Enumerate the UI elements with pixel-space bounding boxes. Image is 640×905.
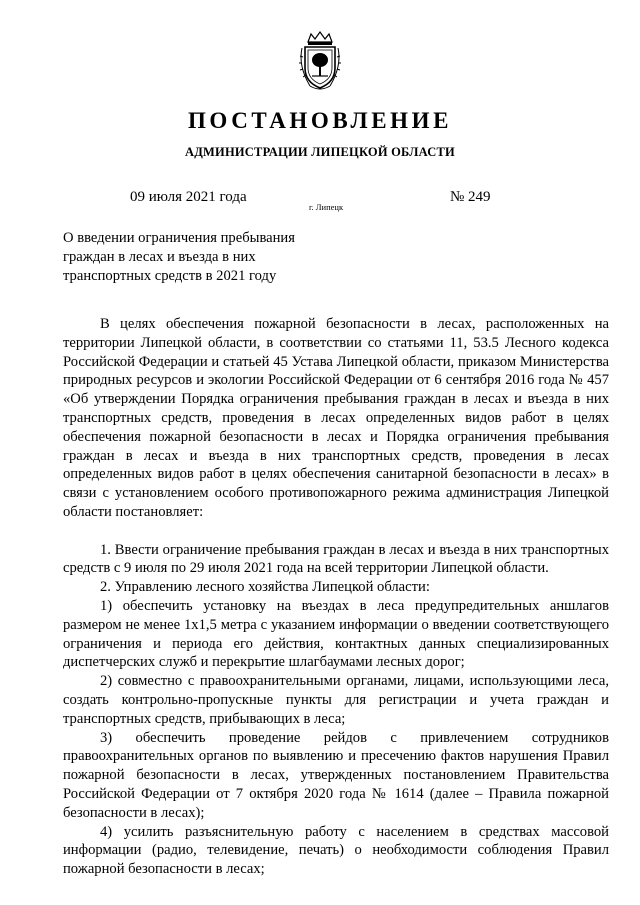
document-date: 09 июля 2021 года [130,189,247,205]
document-authority: АДМИНИСТРАЦИИ ЛИПЕЦКОЙ ОБЛАСТИ [185,145,455,159]
document-city: г. Липецк [309,202,344,212]
document-number: № 249 [450,189,491,205]
body-paragraph: 1) обеспечить установку на въездах в леса предупредительных аншлагов размером не менее 1х1,5 метра с указанием информации о введении соответствующего ограничения и периода его действия, контактных данных специализированных диспетчерских служб и перекрытие шлагбаумами лесных дорог; [63,597,609,671]
body-paragraph: 4) усилить разъяснительную работу с населением в средствах массовой информации (радио, телевидение, печать) о необходимости соблюдения Правил пожарной безопасности в лесах; [63,823,609,878]
subject-line: О введении ограничения пребывания [63,230,295,246]
document-title: ПОСТАНОВЛЕНИЕ [187,108,453,133]
body-paragraph: 3) обеспечить проведение рейдов с привлечением сотрудников правоохранительных органов по выявлению и пресечению фактов нарушения Правил пожарной безопасности в лесах, утвержденных постановлением Правительства Российской Федерации от 7 октября 2020 года № 1614 (далее – Правила пожарной безопасности в лесах); [63,729,609,821]
coat-of-arms-emblem-icon [296,30,344,92]
preamble-paragraph: В целях обеспечения пожарной безопасности в лесах, расположенных на территории Липецкой области, в соответствии со статьями 11, 53.5 Лесного кодекса Российской Федерации и статьей 45 Устава Липецкой области, приказом Министерства природных ресурсов и экологии Российской Федерации от 6 сентября 2016 года № 457 «Об утверждении Порядка ограничения пребывания граждан в лесах и въезда в них транспортных средств, проведения в лесах определенных видов работ в целях обеспечения пожарной безопасности в лесах и Порядка ограничения пребывания граждан в лесах и въезда в них транспортных средств, проведения в лесах определенных видов работ в целях обеспечения санитарной безопасности в лесах» в связи с установлением особого противопожарного режима администрация Липецкой области постановляет: [63,316,609,520]
body-paragraph: 1. Ввести ограничение пребывания граждан в лесах и въезда в них транспортных средств с 9 июля по 29 июля 2021 года на всей территории Липецкой области. [63,541,609,577]
body-paragraph: 2) совместно с правоохранительными органами, лицами, использующими леса, создать контрольно-пропускные пункты для регистрации и учета граждан и транспортных средств, прибывающих в леса; [63,673,609,727]
subject-line: граждан в лесах и въезда в них [63,249,256,265]
document-body [63,315,609,879]
body-paragraph: 2. Управлению лесного хозяйства Липецкой области: [100,579,430,596]
paragraph-spacer [63,522,609,541]
document-subject [63,229,353,286]
subject-line: транспортных средств в 2021 году [63,268,277,284]
